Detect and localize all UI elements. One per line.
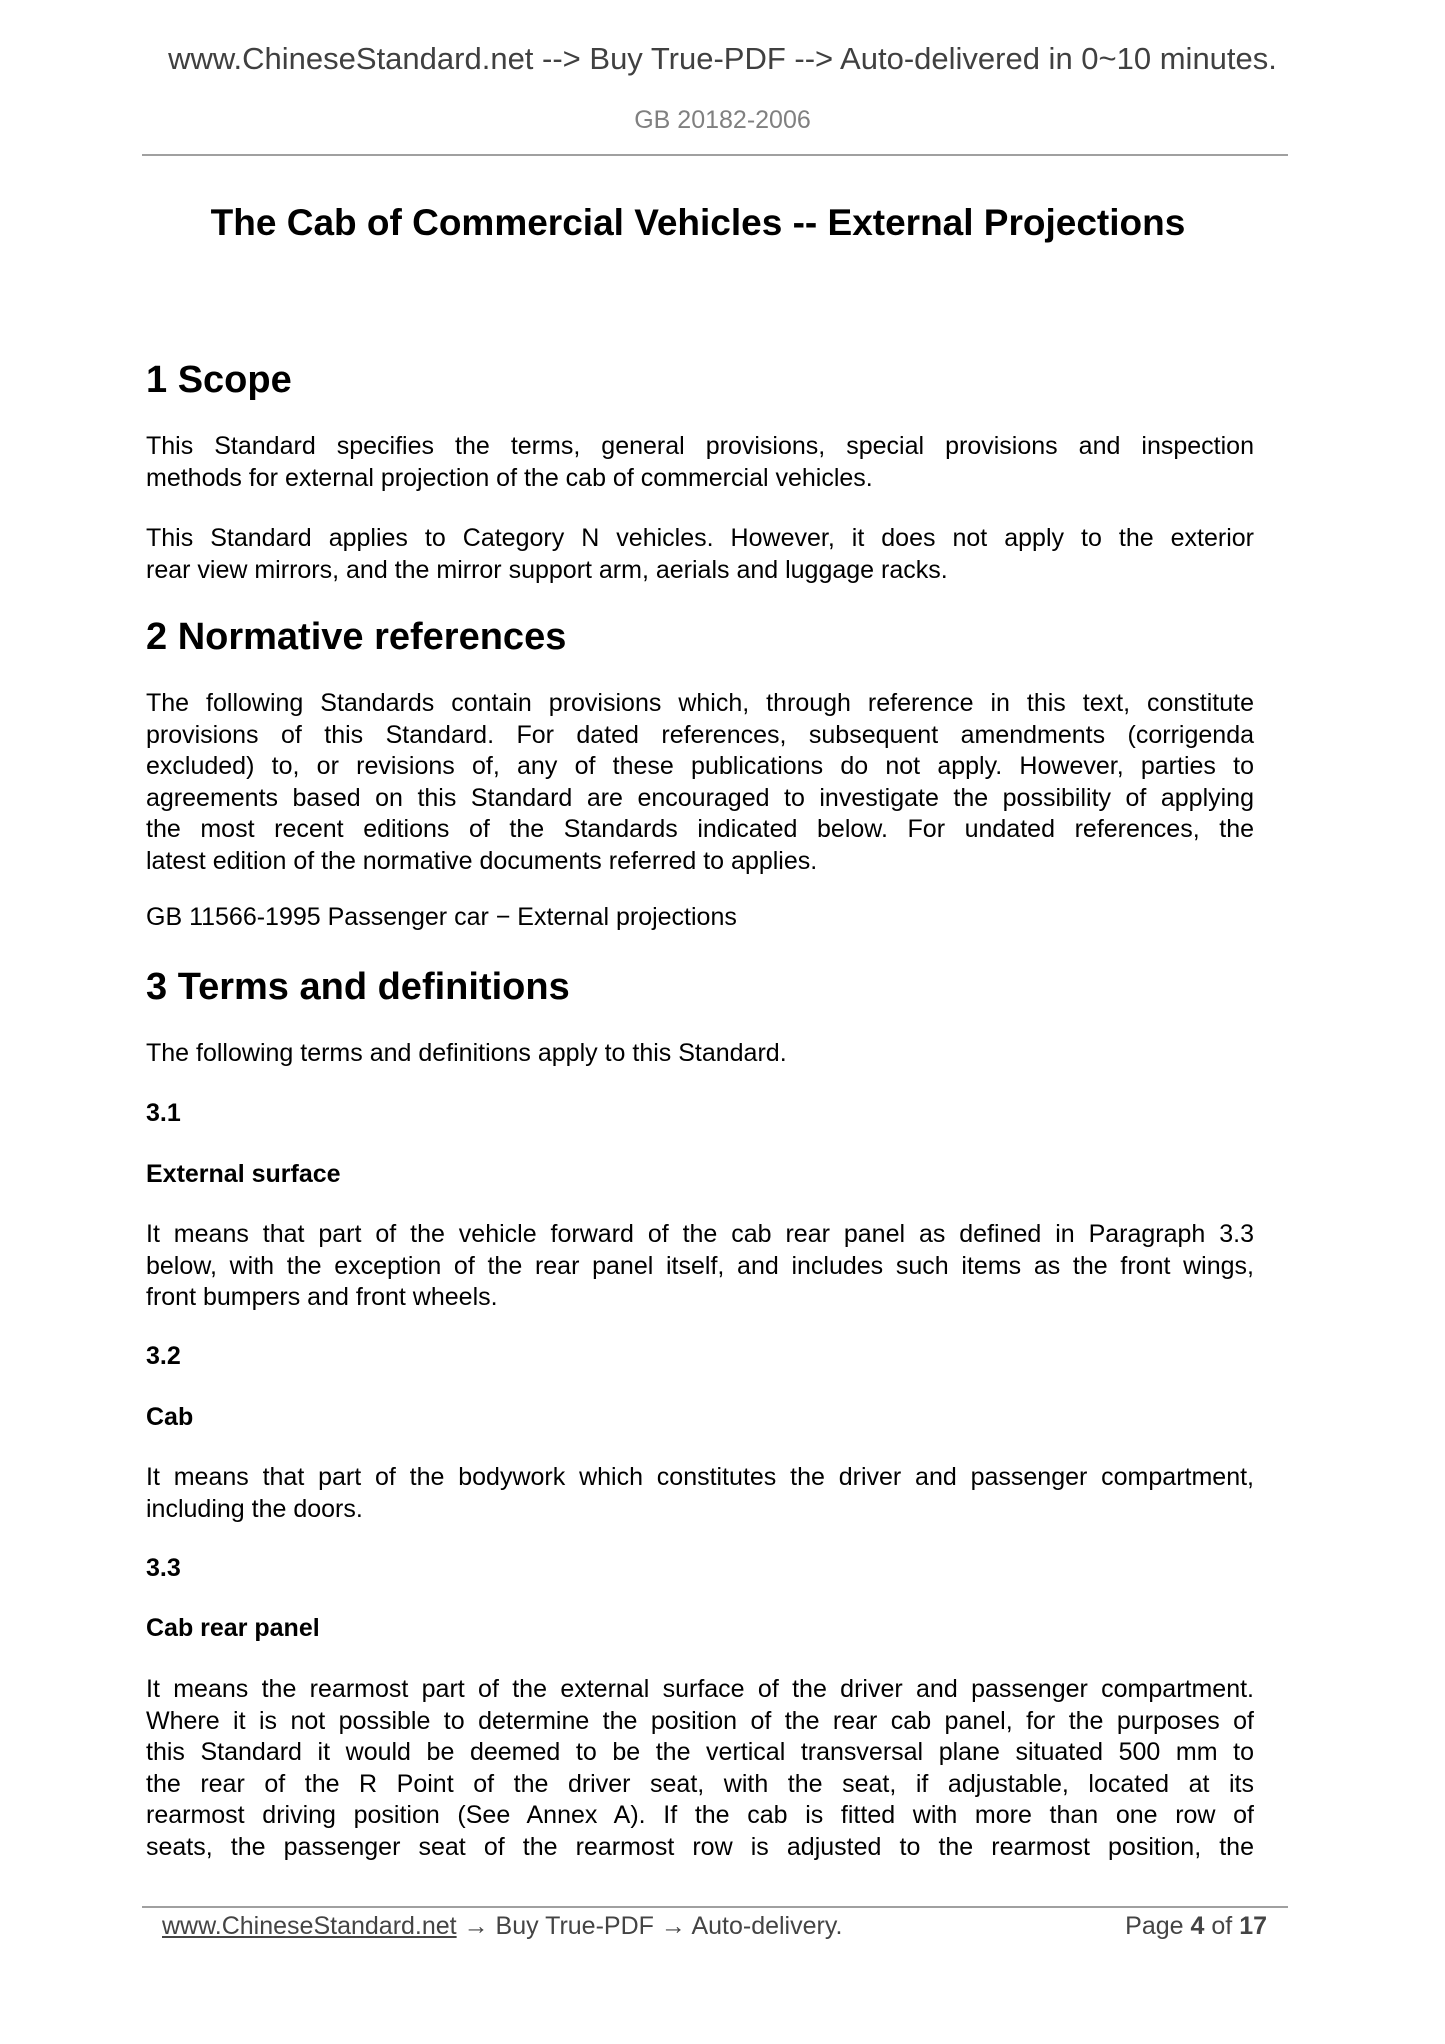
header-banner: www.ChineseStandard.net --> Buy True-PDF --> Auto-delivered in 0~10 minutes.	[168, 41, 1277, 76]
standard-number: GB 20182-2006	[634, 106, 811, 134]
scope-paragraph-1	[146, 431, 1254, 494]
total-pages: 17	[1239, 1912, 1267, 1940]
text-line: This Standard applies to Category N vehicles. However, it does not apply to the exterior	[146, 524, 1254, 552]
text-line: this Standard it would be deemed to be the vertical transversal plane situated 500 mm to	[146, 1738, 1254, 1766]
term-definition	[146, 1462, 1254, 1525]
page-indicator	[1125, 1911, 1267, 1942]
text-line: excluded) to, or revisions of, any of these publications do not apply. However, parties to	[146, 752, 1254, 780]
normative-reference-item: GB 11566-1995 Passenger car − External projections	[146, 903, 737, 931]
text-line: Where it is not possible to determine the position of the rear cab panel, for the purposes of	[146, 1706, 1254, 1735]
header-divider	[142, 154, 1288, 156]
footer-buy-text: Buy True-PDF	[495, 1912, 654, 1940]
text-line: latest edition of the normative documents referred to applies.	[146, 846, 818, 875]
section-heading-terms: 3 Terms and definitions	[146, 966, 570, 1008]
footer-delivery-text: Auto-delivery.	[691, 1912, 843, 1940]
section-heading-normative-references: 2 Normative references	[146, 616, 567, 658]
text-line: This Standard specifies the terms, general provisions, special provisions and inspection	[146, 432, 1254, 460]
text-line: It means that part of the vehicle forward of the cab rear panel as defined in Paragraph 3.3	[146, 1220, 1254, 1248]
term-number: 3.1	[146, 1099, 181, 1127]
scope-paragraph-2	[146, 523, 1254, 586]
text-line: the most recent editions of the Standards indicated below. For undated references, the	[146, 815, 1254, 843]
current-page: 4	[1190, 1912, 1205, 1940]
section-heading-scope: 1 Scope	[146, 359, 292, 401]
document-title: The Cab of Commercial Vehicles -- External Projections	[210, 202, 1186, 243]
text-line: below, with the exception of the rear panel itself, and includes such items as the front wings,	[146, 1251, 1254, 1280]
term-name: Cab	[146, 1403, 194, 1431]
text-line: rear view mirrors, and the mirror support arm, aerials and luggage racks.	[146, 555, 948, 584]
text-line: seats, the passenger seat of the rearmost row is adjusted to the rearmost position, the	[146, 1832, 1254, 1861]
term-name: External surface	[146, 1160, 341, 1188]
term-name: Cab rear panel	[146, 1614, 320, 1642]
footer-promo	[162, 1911, 842, 1942]
text-line: It means the rearmost part of the external surface of the driver and passenger compartment.	[146, 1675, 1254, 1703]
page-label: Page	[1125, 1912, 1184, 1940]
text-line: provisions of this Standard. For dated references, subsequent amendments (corrigenda	[146, 720, 1254, 749]
text-line: methods for external projection of the cab of commercial vehicles.	[146, 463, 873, 492]
text-line: including the doors.	[146, 1494, 363, 1523]
footer-divider	[142, 1906, 1288, 1908]
normative-paragraph	[146, 688, 1254, 877]
term-number: 3.3	[146, 1554, 181, 1582]
footer-site-link[interactable]: www.ChineseStandard.net	[162, 1912, 457, 1940]
text-line: agreements based on this Standard are encouraged to investigate the possibility of applying	[146, 783, 1254, 812]
text-line: front bumpers and front wheels.	[146, 1283, 498, 1311]
term-definition	[146, 1219, 1254, 1314]
text-line: It means that part of the bodywork which constitutes the driver and passenger compartment,	[146, 1463, 1254, 1491]
terms-intro: The following terms and definitions apply to this Standard.	[146, 1039, 787, 1067]
term-number: 3.2	[146, 1342, 181, 1370]
text-line: rearmost driving position (See Annex A). If the cab is fitted with more than one row of	[146, 1801, 1254, 1829]
page-of: of	[1211, 1912, 1233, 1940]
text-line: The following Standards contain provisions which, through reference in this text, constitute	[146, 689, 1254, 717]
term-definition	[146, 1674, 1254, 1863]
arrow-right-icon: →	[660, 1912, 686, 1940]
arrow-right-icon: →	[463, 1912, 489, 1940]
text-line: the rear of the R Point of the driver seat, with the seat, if adjustable, located at its	[146, 1769, 1254, 1798]
